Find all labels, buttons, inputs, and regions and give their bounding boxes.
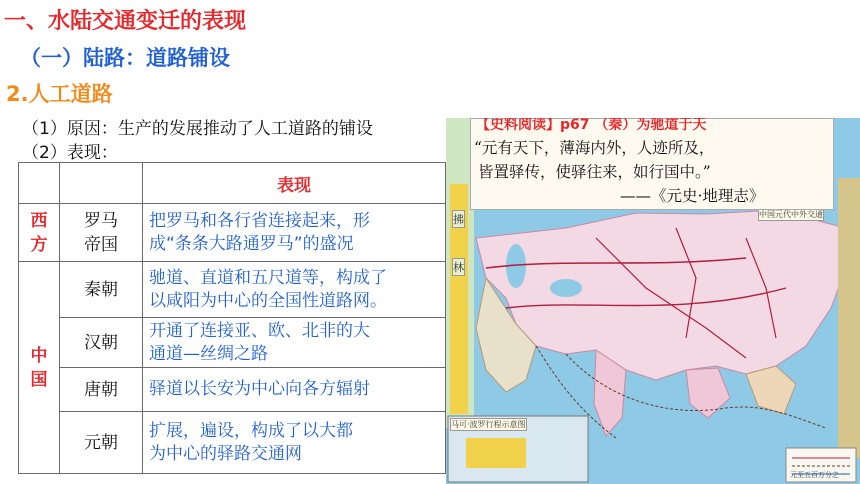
reason-line: （1）原因：生产的发展推动了人工道路的铺设 [22, 119, 373, 139]
region-china [19, 262, 60, 474]
desc-text: 驰道、直道和五尺道等，构成了 以咸阳为中心的全国性道路网。 [149, 267, 387, 311]
table-row-desc [143, 262, 446, 318]
table-row-empire [60, 262, 143, 318]
quote-line-1: “元有天下，薄海内外，人迹所及， [474, 139, 715, 157]
heading-subsection: 2.人工道路 [6, 82, 113, 106]
reading-title: 【史料阅读】p67 （秦）为驰道于天 [476, 118, 707, 132]
desc-text: 开通了连接亚、欧、北非的大 通道—丝绸之路 [149, 320, 370, 364]
heading-main: 一、水陆交通变迁的表现 [4, 9, 247, 34]
desc-text: 把罗马和各行省连接起来，形 成“条条大路通罗马”的盛况 [149, 210, 370, 254]
table-row-empire [60, 412, 143, 474]
table-row-desc [143, 368, 446, 412]
empire-name: 汉朝 [84, 332, 118, 353]
table-row-desc [143, 318, 446, 368]
table-row-empire [60, 368, 143, 412]
table-header: 表现 [143, 163, 446, 204]
table-empty-cell [60, 163, 143, 204]
table-row-desc [143, 412, 446, 474]
region-china-text: 中 国 [30, 345, 48, 390]
quote-line-2: 皆置驿传，使驿往来，如行国中。” [478, 163, 711, 181]
performance-line: （2）表现： [22, 143, 118, 163]
map-left-label-1: 拂 [452, 210, 465, 228]
heading-section: （一）陆路：道路铺设 [20, 46, 230, 70]
quote-source: ——《元史·地理志》 [620, 187, 765, 205]
desc-text: 驿道以长安为中心向各方辐射 [149, 379, 370, 399]
table-row-desc [143, 204, 446, 262]
map-title-label: 中国元代中外交通 [759, 210, 823, 219]
empire-name: 元朝 [84, 432, 118, 453]
desc-text: 扩展，遍设，构成了以大都 为中心的驿路交通网 [149, 420, 353, 464]
empire-name: 唐朝 [84, 379, 118, 400]
map-inset-label: 马可·波罗行程示意图 [451, 420, 526, 429]
table-row-empire [60, 318, 143, 368]
empire-name: 罗马 帝国 [84, 210, 118, 255]
roads-table [18, 162, 446, 474]
map-left-label-2: 林 [452, 258, 465, 276]
region-west-text: 西 方 [30, 210, 48, 255]
empire-name: 秦朝 [84, 279, 118, 300]
region-west [19, 204, 60, 262]
table-corner-cell [19, 163, 60, 204]
table-row-empire [60, 204, 143, 262]
map-scale-label: 元至五百万分之一 [790, 471, 846, 479]
